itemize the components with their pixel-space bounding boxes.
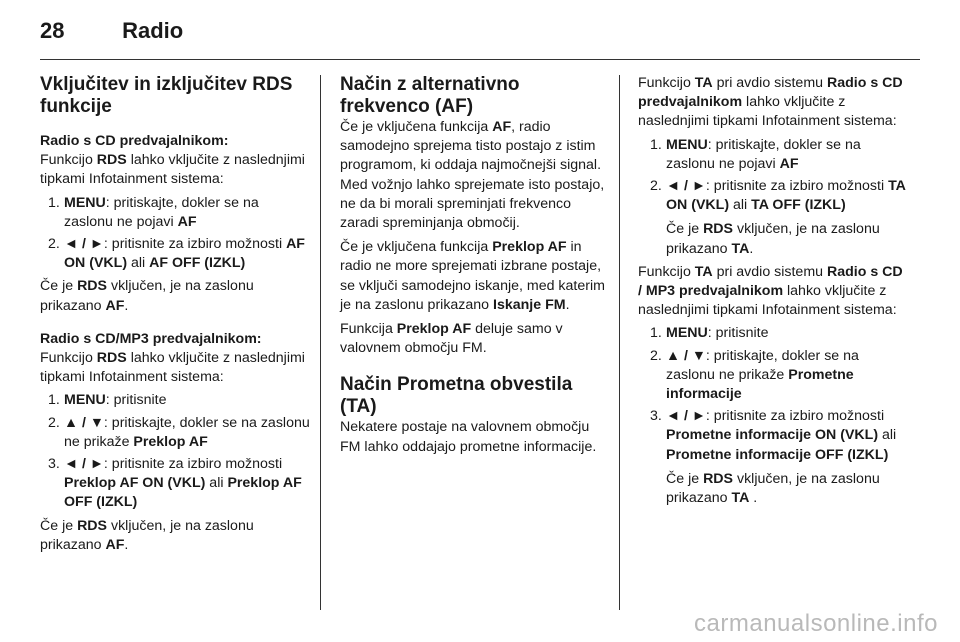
list-item: 2. ▲ / ▼: pritiskajte, dokler se na zaslonu ne prikaže Preklop AF [48,414,310,450]
list-item: 3. ◄ / ►: pritisnite za izbiro možnosti Preklop AF ON (VKL) ali Preklop AF OFF (IZKL) [48,456,302,511]
steps-list [638,136,908,259]
paragraph: Če je RDS vključen, je na zaslonu prikazano AF. [40,517,254,553]
paragraph: Funkcijo RDS lahko vključite z naslednjimi tipkami Infotainment sistema: [40,350,305,386]
paragraph: Če je RDS vključen, je na zaslonu prikazano AF. [40,278,254,314]
steps-list [638,324,908,508]
page-number: 28 [40,18,65,43]
page-header [40,18,183,44]
column-3 [638,74,908,512]
cd-subheading: Radio s CD predvajalnikom: [40,133,229,149]
cd-mp3-subheading: Radio s CD/MP3 predvajalnikom: [40,330,262,347]
column-divider [320,75,321,610]
paragraph: Če je vključena funkcija AF, radio samodejno sprejema tisto postajo z istim programom, ki oddaja najmočnejši signal. Med vožnjo lahko sprejemate isto postajo, ne da bi morali spreminjati frekvenco zaradi spreminjanja območij. [340,119,605,232]
paragraph: Nekatere postaje na valovnem območju FM lahko oddajajo prometne informacije. [340,419,597,455]
step-note: Če je RDS vključen, je na zaslonu prikazano TA . [666,470,880,507]
paragraph: Funkcijo RDS lahko vključite z naslednjimi tipkami Infotainment sistema: [40,152,305,188]
paragraph: Funkcijo TA pri avdio sistemu Radio s CD / MP3 predvajalnikom lahko vključite z naslednjimi tipkami Infotainment sistema: [638,263,903,319]
af-heading: Način z alternativno frekvenco (AF) [340,74,520,117]
column-divider [619,75,620,610]
list-item: 2. ◄ / ►: pritisnite za izbiro možnosti AF ON (VKL) ali AF OFF (IZKL) [48,236,305,272]
paragraph: Če je vključena funkcija Preklop AF in radio ne more sprejemati izbrane postaje, se vključi samodejno iskanje, med katerim je na zaslonu prikazano Iskanje FM. [340,239,605,313]
steps-list [40,391,310,512]
list-item: 1. MENU: pritisnite [650,325,769,342]
list-item: 2. ▲ / ▼: pritiskajte, dokler se na zaslonu ne prikaže Prometne informacije [650,347,859,403]
list-item: 2. ◄ / ►: pritisnite za izbiro možnosti TA ON (VKL) ali TA OFF (IZKL) Če je RDS vključen, je na zaslonu prikazano TA. [640,177,908,259]
paragraph: Funkcija Preklop AF deluje samo v valovnem območju FM. [340,321,563,357]
header-rule [40,59,920,60]
rds-heading: Vključitev in izključitev RDS funkcije [40,74,293,117]
list-item: 1. MENU: pritisnite [48,392,167,409]
column-1 [40,74,310,555]
watermark: carmanualsonline.info [694,610,938,637]
ta-heading: Način Prometna obvestila (TA) [340,374,573,418]
list-item: 1. MENU: pritiskajte, dokler se na zaslonu ne pojavi AF [650,136,861,172]
paragraph: Funkcijo TA pri avdio sistemu Radio s CD predvajalnikom lahko vključite z naslednjimi tipkami Infotainment sistema: [638,75,903,130]
list-item: 3. ◄ / ►: pritisnite za izbiro možnosti Prometne informacije ON (VKL) ali Prometne informacije OFF (IZKL) Če je RDS vključen, je na zaslonu prikazano TA . [640,407,908,508]
column-2 [340,74,605,457]
step-note: Če je RDS vključen, je na zaslonu prikazano TA. [666,221,880,257]
list-item: 1. MENU: pritiskajte, dokler se na zaslonu ne pojavi AF [48,194,259,230]
steps-list [40,194,310,274]
section-title: Radio [122,18,184,43]
